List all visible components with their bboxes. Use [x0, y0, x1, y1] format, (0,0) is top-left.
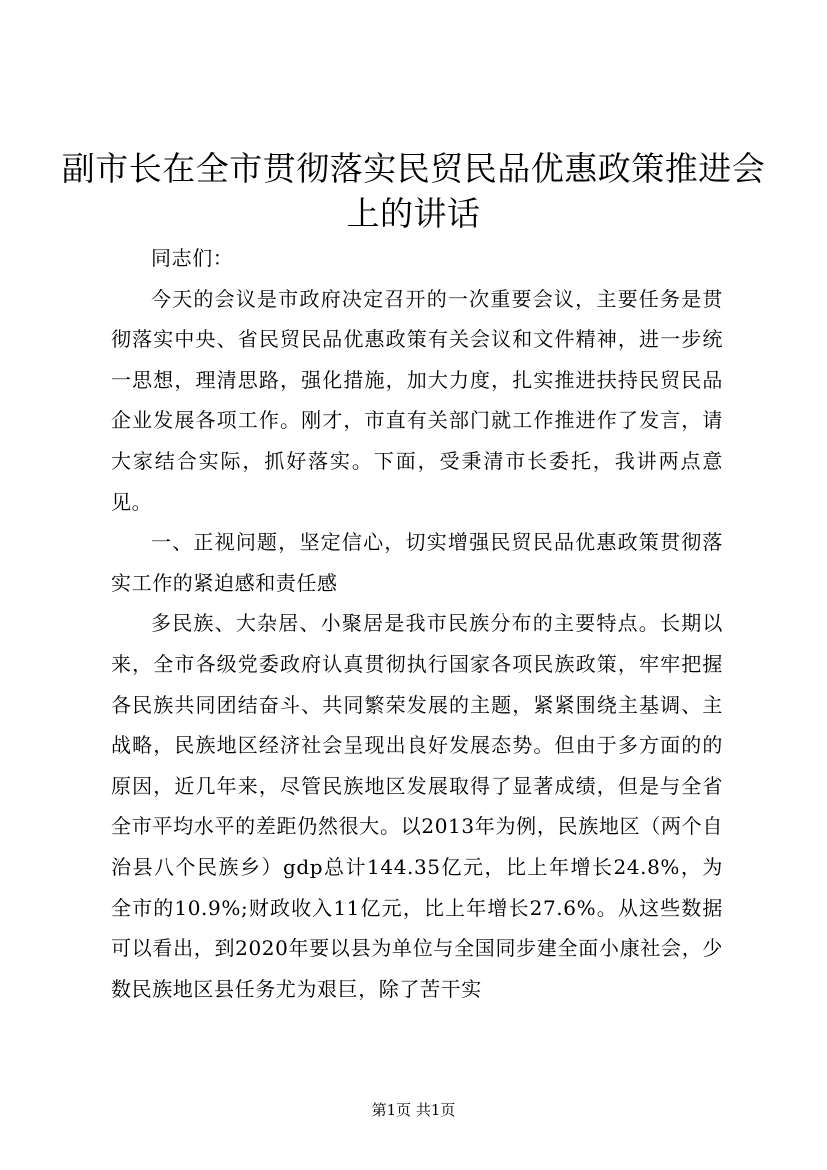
page-footer: 第1页 共1页	[371, 1101, 456, 1119]
section-heading: 一、正视问题，坚定信心，切实增强民贸民品优惠政策贯彻落实工作的紧迫感和责任感	[111, 530, 723, 595]
salutation: 同志们：	[151, 246, 234, 270]
paragraph-opening: 今天的会议是市政府决定召开的一次重要会议，主要任务是贯彻落实中央、省民贸民品优惠政策有关会议和文件精神，进一步统一思想，理清思路，强化措施，加大力度，扎实推进扶持民贸民品企业发展各项工作。刚才，市直有关部门就工作推进作了发言，请大家结合实际，抓好落实。下面，受秉清市长委托，我讲两点意见。	[111, 286, 723, 514]
document-title: 副市长在全市贯彻落实民贸民品优惠政策推进会上的讲话	[61, 149, 766, 233]
document-body	[111, 238, 723, 1009]
paragraph-body: 多民族、大杂居、小聚居是我市民族分布的主要特点。长期以来，全市各级党委政府认真贯彻执行国家各项民族政策，牢牢把握各民族共同团结奋斗、共同繁荣发展的主题，紧紧围绕主基调、主战略，民族地区经济社会呈现出良好发展态势。但由于多方面的的原因，近几年来，尽管民族地区发展取得了显著成绩，但是与全省全市平均水平的差距仍然很大。以2013年为例，民族地区（两个自治县八个民族乡）gdp总计144.35亿元，比上年增长24.8%，为全市的10.9%;财政收入11亿元，比上年增长27.6%。从这些数据可以看出，到2020年要以县为单位与全国同步建全面小康社会，少数民族地区县任务尤为艰巨，除了苦干实	[111, 611, 723, 1001]
